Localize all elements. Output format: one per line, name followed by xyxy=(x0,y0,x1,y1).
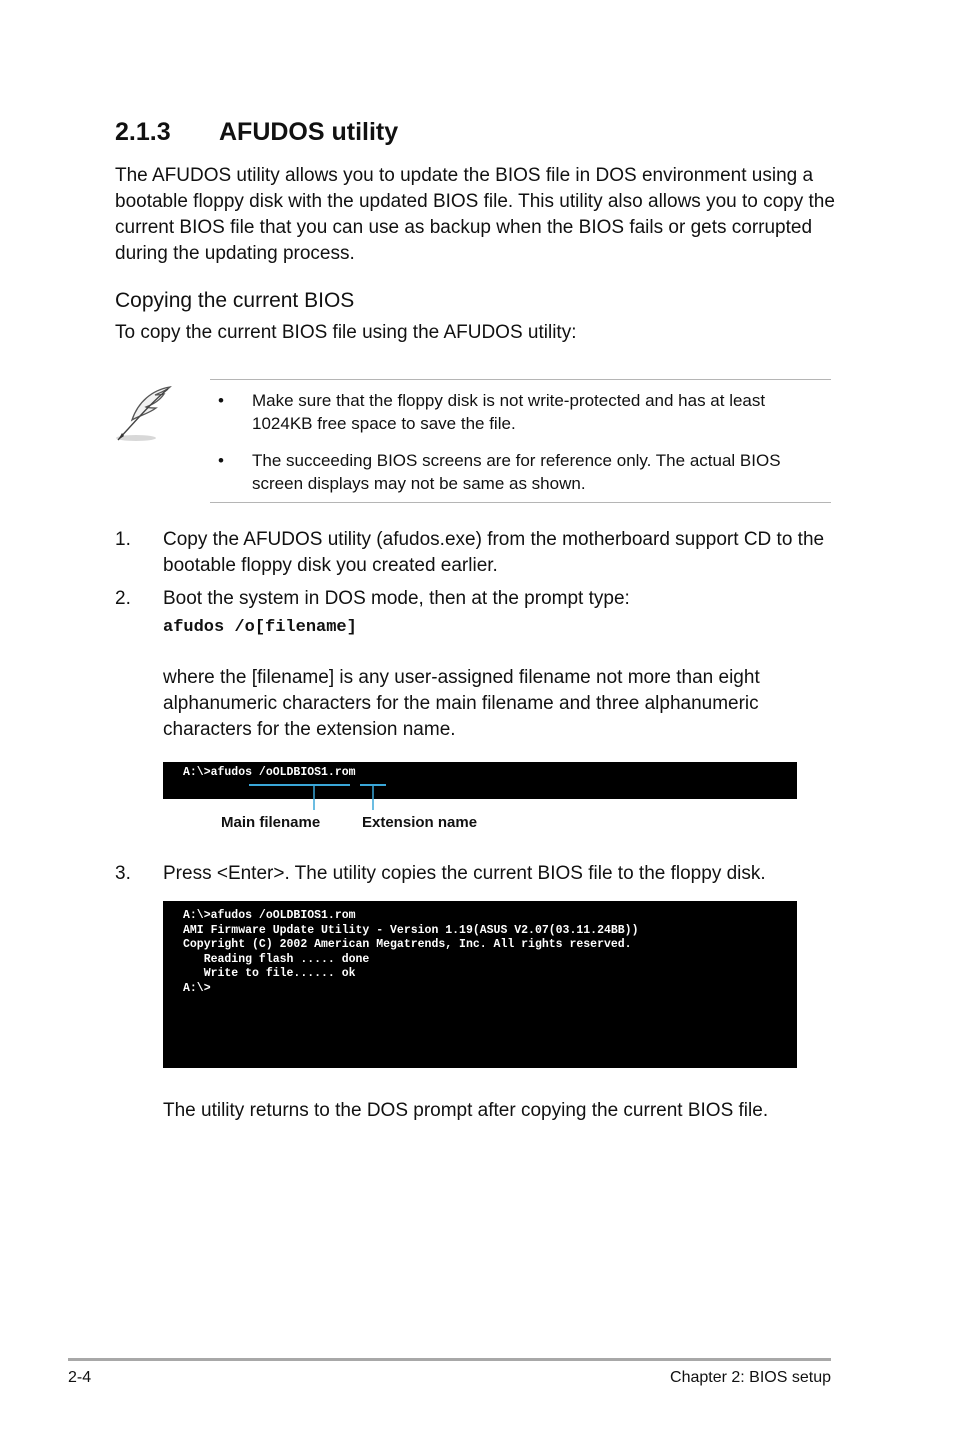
note-item-text: The succeeding BIOS screens are for reference only. The actual BIOS screen displays may not be same as shown. xyxy=(252,451,781,493)
bullet: • xyxy=(218,391,224,410)
callout-main-filename: Main filename xyxy=(221,814,321,831)
section-number: 2.1.3 xyxy=(115,118,171,146)
terminal-line: A:\>afudos /oOLDBIOS1.rom xyxy=(183,766,356,779)
filename-explanation: where the [filename] is any user-assigned filename not more than eight alphanumeric characters for the main filename and three alphanumeric characters for the extension name. xyxy=(163,667,760,740)
closing-text: The utility returns to the DOS prompt after copying the current BIOS file. xyxy=(163,1100,769,1121)
note-top-rule xyxy=(210,379,831,380)
step-text: Press <Enter>. The utility copies the current BIOS file to the floppy disk. xyxy=(163,863,766,884)
step-number: 2. xyxy=(115,588,131,609)
subheading: Copying the current BIOS xyxy=(115,289,355,312)
note-bottom-rule xyxy=(210,502,831,503)
terminal-line: AMI Firmware Update Utility - Version 1.19(ASUS V2.07(03.11.24BB)) xyxy=(183,923,639,937)
feather-pen-icon xyxy=(112,384,174,444)
step-number: 3. xyxy=(115,863,131,884)
terminal-line: Reading flash ..... done xyxy=(183,952,370,966)
footer-rule xyxy=(68,1358,831,1361)
terminal-line: Write to file...... ok xyxy=(183,967,356,980)
terminal-screen-output xyxy=(163,901,797,1068)
step-number: 1. xyxy=(115,529,131,550)
terminal-line: A:\>afudos /oOLDBIOS1.rom xyxy=(183,909,356,922)
page-number: 2-4 xyxy=(68,1369,92,1386)
command-text: afudos /o[filename] xyxy=(163,618,357,637)
chapter-label: Chapter 2: BIOS setup xyxy=(670,1369,831,1386)
note-item-text: Make sure that the floppy disk is not write-protected and has at least 1024KB free space to save the file. xyxy=(252,391,766,433)
section-title-text: AFUDOS utility xyxy=(219,118,399,146)
callout-extension-name: Extension name xyxy=(362,814,478,831)
terminal-screen-command xyxy=(163,762,797,799)
terminal-line: Copyright (C) 2002 American Megatrends, Inc. All rights reserved. xyxy=(183,938,632,951)
terminal-line: A:\> xyxy=(183,981,211,995)
step-text: Copy the AFUDOS utility (afudos.exe) from the motherboard support CD to the bootable floppy disk you created earlier. xyxy=(163,529,825,576)
step-text: Boot the system in DOS mode, then at the prompt type: xyxy=(163,588,630,609)
section-title xyxy=(115,118,398,147)
intro-paragraph: The AFUDOS utility allows you to update the BIOS file in DOS environment using a bootable floppy disk with the updated BIOS file. This utility also allows you to copy the current BIOS file that you can use as backup when the BIOS fails or gets corrupted during the updating process. xyxy=(115,165,835,264)
lead-text: To copy the current BIOS file using the AFUDOS utility: xyxy=(115,322,577,343)
bullet: • xyxy=(218,451,224,470)
